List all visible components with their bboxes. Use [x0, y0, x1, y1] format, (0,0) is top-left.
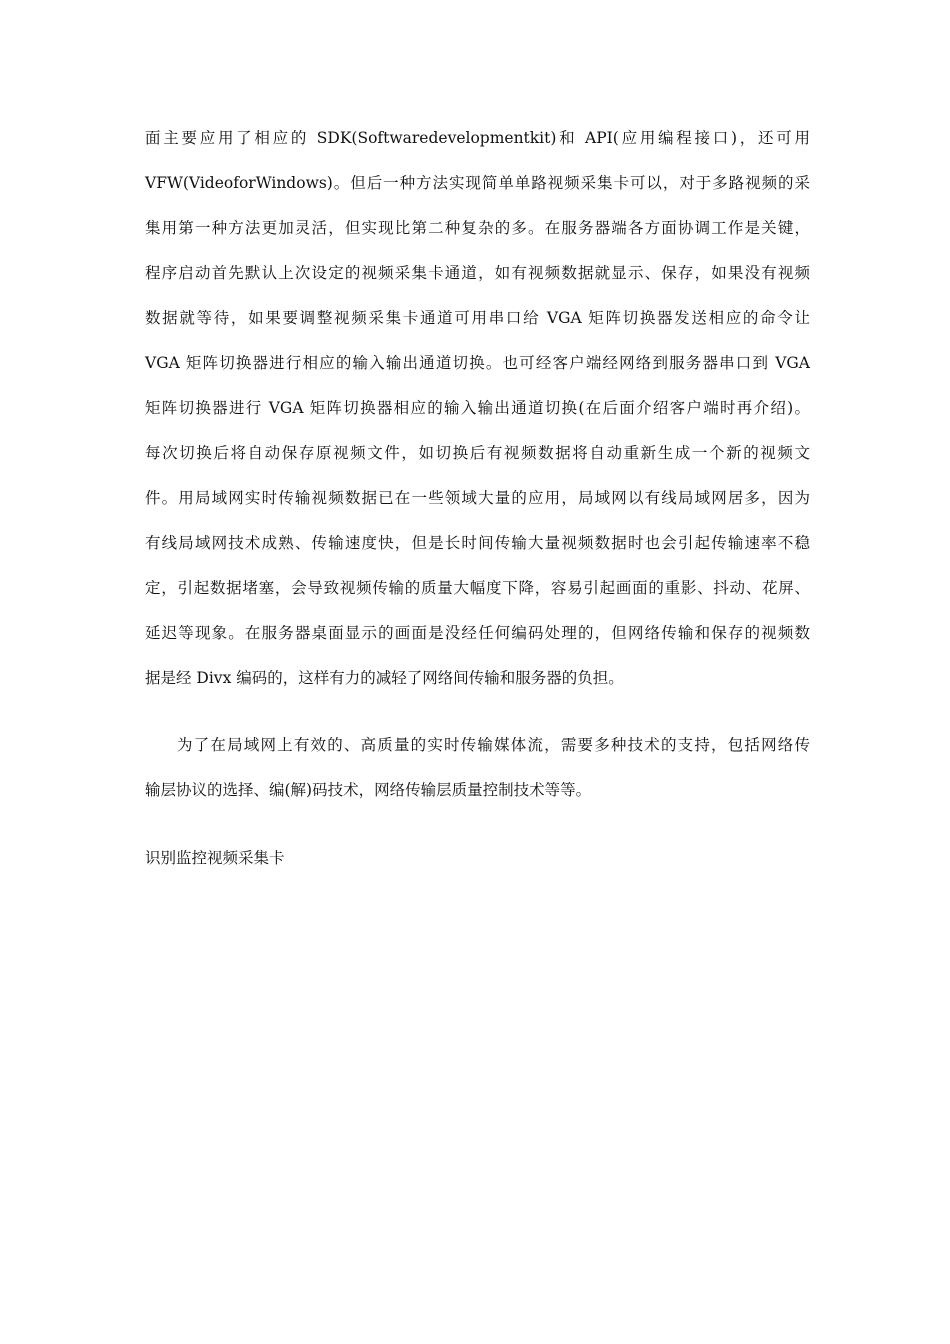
paragraph-line: 每次切换后将自动保存原视频文件，如切换后有视频数据将自动重新生成一个新的视频文	[145, 444, 810, 462]
paragraph-line: 为了在局域网上有效的、高质量的实时传输媒体流，需要多种技术的支持，包括网络传	[177, 736, 810, 754]
paragraph-line: 延迟等现象。在服务器桌面显示的画面是没经任何编码处理的，但网络传输和保存的视频数	[145, 624, 810, 642]
paragraph-line: 程序启动首先默认上次设定的视频采集卡通道，如有视频数据就显示、保存，如果没有视频	[145, 264, 810, 282]
section-heading-text: 识别监控视频采集卡	[145, 849, 285, 867]
paragraph-line: VGA 矩阵切换器进行相应的输入输出通道切换。也可经客户端经网络到服务器串口到 VGA	[145, 354, 810, 372]
paragraph-line: 有线局域网技术成熟、传输速度快，但是长时间传输大量视频数据时也会引起传输速率不稳	[145, 534, 810, 552]
paragraph-line: 定，引起数据堵塞，会导致视频传输的质量大幅度下降，容易引起画面的重影、抖动、花屏、	[145, 579, 810, 597]
paragraph-line: 矩阵切换器进行 VGA 矩阵切换器相应的输入输出通道切换(在后面介绍客户端时再介绍)。	[145, 399, 810, 417]
paragraph-line: 集用第一种方法更加灵活，但实现比第二种复杂的多。在服务器端各方面协调工作是关键，	[145, 219, 810, 237]
paragraph-line: 件。用局域网实时传输视频数据已在一些领域大量的应用，局域网以有线局域网居多，因为	[145, 489, 810, 507]
body-paragraph	[145, 128, 810, 713]
paragraph-line: VFW(VideoforWindows)。但后一种方法实现简单单路视频采集卡可以，对于多路视频的采	[145, 174, 810, 192]
paragraph-line: 数据就等待，如果要调整视频采集卡通道可用串口给 VGA 矩阵切换器发送相应的命令让	[145, 309, 810, 327]
paragraph-line: 据是经 Divx 编码的，这样有力的减轻了网络间传输和服务器的负担。	[145, 669, 624, 687]
section-heading	[145, 848, 810, 893]
paragraph-line: 输层协议的选择、编(解)码技术，网络传输层质量控制技术等等。	[145, 781, 592, 799]
paragraph-line: 面主要应用了相应的 SDK(Softwaredevelopmentkit)和 API(应用编程接口)，还可用	[145, 129, 810, 147]
body-paragraph	[145, 735, 810, 825]
